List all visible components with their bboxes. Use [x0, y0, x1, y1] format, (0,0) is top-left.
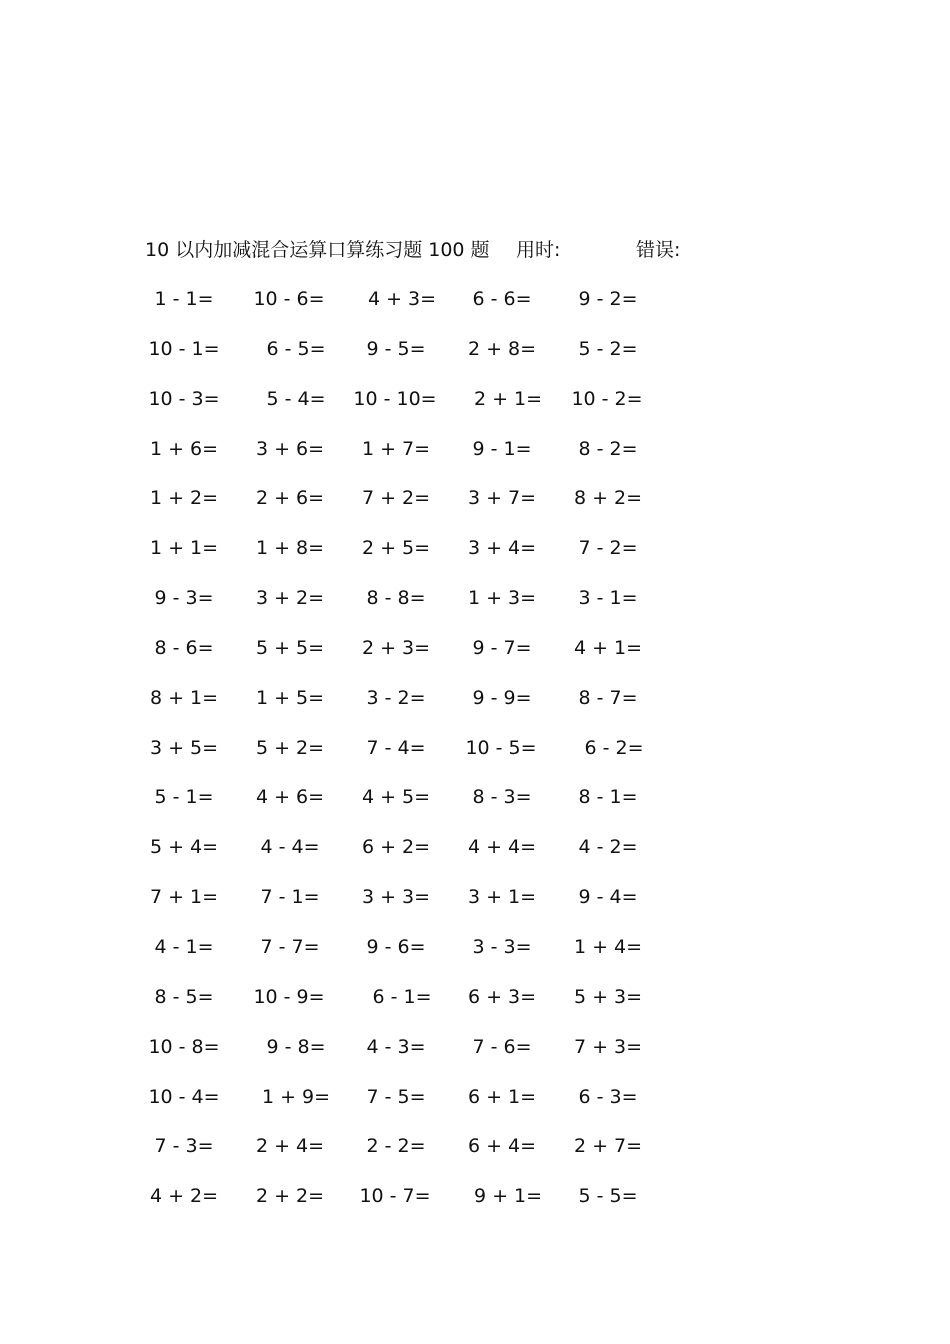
problem-item: 8 - 2=: [578, 437, 638, 460]
problem-item: 2 + 5=: [361, 537, 431, 560]
problem-item: 4 + 4=: [467, 836, 537, 859]
problem-item: 10 - 5=: [465, 736, 537, 759]
problem-item: 1 + 4=: [573, 935, 643, 958]
problem-item: 2 + 8=: [467, 337, 537, 360]
problem-item: 6 - 6=: [472, 288, 532, 310]
problem-item: 10 - 6=: [253, 288, 325, 310]
problem-row: [0, 683, 950, 733]
problem-item: 10 - 9=: [253, 985, 325, 1008]
problem-item: 2 + 2=: [255, 1185, 325, 1208]
problem-item: 9 - 5=: [366, 337, 426, 360]
problem-item: 4 + 5=: [361, 786, 431, 809]
problem-item: 3 - 2=: [366, 686, 426, 709]
problem-row: [0, 982, 950, 1032]
problem-item: 3 + 7=: [467, 487, 537, 510]
worksheet-title: 10 以内加减混合运算口算练习题 100 题: [145, 239, 490, 261]
problem-item: 2 + 4=: [255, 1135, 325, 1158]
problem-item: 9 - 3=: [154, 587, 214, 610]
problem-item: 10 - 3=: [148, 387, 220, 410]
problem-item: 7 - 7=: [260, 935, 320, 958]
problem-item: 9 - 8=: [266, 1035, 326, 1058]
problem-row: [0, 434, 950, 484]
problem-row: [0, 832, 950, 882]
problem-item: 7 - 1=: [260, 886, 320, 909]
problem-item: 2 + 6=: [255, 487, 325, 510]
problem-item: 9 - 2=: [578, 288, 638, 310]
problem-item: 8 - 6=: [154, 636, 214, 659]
problem-item: 6 - 5=: [266, 337, 326, 360]
problem-item: 1 + 2=: [149, 487, 219, 510]
problem-row: [0, 1181, 950, 1231]
problem-row: [0, 733, 950, 783]
time-used-label: 用时:: [516, 239, 561, 261]
problem-item: 1 - 1=: [154, 288, 214, 310]
problem-item: 3 - 3=: [472, 935, 532, 958]
problem-item: 9 - 6=: [366, 935, 426, 958]
problem-item: 9 - 1=: [472, 437, 532, 460]
problem-item: 10 - 7=: [359, 1185, 431, 1208]
problem-item: 8 - 1=: [578, 786, 638, 809]
problem-item: 9 - 7=: [472, 636, 532, 659]
problem-item: 6 - 1=: [372, 985, 432, 1008]
problem-row: [0, 932, 950, 982]
problem-item: 2 + 3=: [361, 636, 431, 659]
problem-item: 9 - 9=: [472, 686, 532, 709]
worksheet-header: [145, 236, 745, 264]
problem-item: 5 + 4=: [149, 836, 219, 859]
problem-item: 3 + 6=: [255, 437, 325, 460]
problem-item: 2 - 2=: [366, 1135, 426, 1158]
problem-item: 10 - 8=: [148, 1035, 220, 1058]
problem-item: 5 - 5=: [578, 1185, 638, 1208]
problem-item: 7 - 2=: [578, 537, 638, 560]
problem-item: 6 + 3=: [467, 985, 537, 1008]
problem-item: 10 - 4=: [148, 1085, 220, 1108]
problem-item: 6 - 2=: [584, 736, 644, 759]
problem-item: 8 - 3=: [472, 786, 532, 809]
problem-item: 7 - 5=: [366, 1085, 426, 1108]
problem-item: 10 - 1=: [148, 337, 220, 360]
problem-item: 8 - 5=: [154, 985, 214, 1008]
problem-row: [0, 782, 950, 832]
problem-item: 1 + 6=: [149, 437, 219, 460]
problem-row: [0, 633, 950, 683]
problem-item: 10 - 2=: [571, 387, 643, 410]
problem-item: 5 - 1=: [154, 786, 214, 809]
problem-item: 4 + 1=: [573, 636, 643, 659]
problem-item: 8 - 8=: [366, 587, 426, 610]
problem-item: 7 - 3=: [154, 1135, 214, 1158]
problem-row: [0, 384, 950, 434]
problem-item: 4 + 2=: [149, 1185, 219, 1208]
problem-row: [0, 1131, 950, 1181]
problem-item: 7 - 6=: [472, 1035, 532, 1058]
problem-item: 1 + 1=: [149, 537, 219, 560]
problem-item: 4 - 3=: [366, 1035, 426, 1058]
problem-item: 3 + 2=: [255, 587, 325, 610]
problem-item: 4 - 1=: [154, 935, 214, 958]
problem-row: [0, 1032, 950, 1082]
problem-item: 7 + 3=: [573, 1035, 643, 1058]
problem-item: 1 + 9=: [261, 1085, 331, 1108]
problem-row: [0, 1082, 950, 1132]
problem-item: 5 - 4=: [266, 387, 326, 410]
problem-item: 10 - 10=: [353, 387, 437, 410]
problem-item: 7 - 4=: [366, 736, 426, 759]
error-count-label: 错误:: [636, 239, 681, 261]
problem-item: 8 + 2=: [573, 487, 643, 510]
problem-item: 7 + 1=: [149, 886, 219, 909]
problem-row: [0, 334, 950, 384]
problem-item: 9 - 4=: [578, 886, 638, 909]
problem-item: 3 - 1=: [578, 587, 638, 610]
problem-row: [0, 533, 950, 583]
problem-item: 1 + 5=: [255, 686, 325, 709]
problem-item: 4 + 6=: [255, 786, 325, 809]
problem-item: 9 + 1=: [473, 1185, 543, 1208]
problem-item: 5 + 2=: [255, 736, 325, 759]
problem-item: 3 + 4=: [467, 537, 537, 560]
problem-item: 5 + 5=: [255, 636, 325, 659]
problem-item: 2 + 1=: [473, 387, 543, 410]
problem-item: 1 + 7=: [361, 437, 431, 460]
problem-item: 5 - 2=: [578, 337, 638, 360]
problem-item: 6 + 4=: [467, 1135, 537, 1158]
problem-row: [0, 284, 950, 334]
problem-item: 6 + 2=: [361, 836, 431, 859]
problem-row: [0, 882, 950, 932]
problem-item: 1 + 8=: [255, 537, 325, 560]
problem-item: 3 + 3=: [361, 886, 431, 909]
problem-item: 2 + 7=: [573, 1135, 643, 1158]
problem-row: [0, 483, 950, 533]
problem-item: 4 + 3=: [367, 288, 437, 310]
problem-item: 6 - 3=: [578, 1085, 638, 1108]
problem-row: [0, 583, 950, 633]
problem-item: 3 + 1=: [467, 886, 537, 909]
problem-item: 6 + 1=: [467, 1085, 537, 1108]
problem-item: 7 + 2=: [361, 487, 431, 510]
problem-item: 1 + 3=: [467, 587, 537, 610]
problem-item: 8 - 7=: [578, 686, 638, 709]
problem-item: 3 + 5=: [149, 736, 219, 759]
problem-grid: [0, 284, 950, 1231]
problem-item: 4 - 2=: [578, 836, 638, 859]
problem-item: 4 - 4=: [260, 836, 320, 859]
problem-item: 5 + 3=: [573, 985, 643, 1008]
problem-item: 8 + 1=: [149, 686, 219, 709]
